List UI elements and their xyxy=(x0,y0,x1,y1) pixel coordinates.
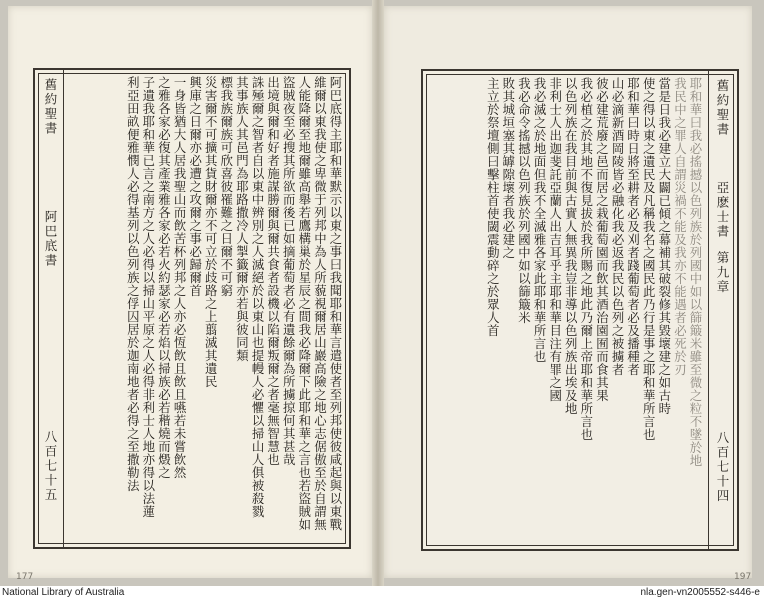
text-column: 盜賊夜至必搜其所欲而後已如摘葡萄者必有遺餘爾為所擄掠何其甚哉 xyxy=(281,76,297,466)
text-column: 耶和華曰時日將至耕者必及刈者踐葡萄者必及播種者 xyxy=(625,77,641,376)
text-column: 我必滅之於地面但我不全滅雅各家此耶和華所言也 xyxy=(532,77,548,363)
text-column: 利亞田畝便雅憫人必得基列以色列族之俘囚居於迦南地者必得之至撒勒法 xyxy=(125,76,141,492)
text-column: 之雅各家必復其產業雅各家必若火約瑟家必若焰以掃族必若稭燒而燬之 xyxy=(156,76,172,479)
left-section-title: 阿巴底書 xyxy=(43,210,58,268)
text-column: 我必命令搖撼以色列族於列國中如以篩簸米 xyxy=(516,77,532,324)
text-column: 耶和華曰我必搖撼以色列族於列國中如以篩簸米雖至微之粒不墜於地 xyxy=(688,77,703,467)
text-column: 使之得以東之遺民及凡稱我名之國民此乃行是事之耶和華所言也 xyxy=(641,77,657,441)
text-column: 誅殛爾之智者自以東中辨別之人滅絕於以東山也提幔人必懼以掃山人俱被殺戮 xyxy=(250,76,266,518)
right-chapter-label: 第九章 xyxy=(715,251,730,295)
text-column: 非利士人出迦斐託亞蘭人出吉耳乎主耶和華目注有罪之國 xyxy=(547,77,563,402)
text-column: 一身皆猶大人居我聖山而飲苦杯列邦之人亦必恆飲且飲且嚥若未嘗飲然 xyxy=(172,76,188,479)
right-page xyxy=(384,6,752,582)
text-column: 當是日我必建立大闢已傾之幕補其破裂修其毀壞建之如古時 xyxy=(656,77,672,415)
text-column: 子遺我耶和華已言之南方之人必得以掃山平原之人必得非利士人地亦得以法蓮 xyxy=(140,76,156,518)
right-margin-page-number: 197 xyxy=(734,572,752,582)
right-text-columns xyxy=(429,77,703,543)
text-column: 出境與爾和好者施謀勝爾與爾共食者設機以陷爾叛爾之者毫無智慧也 xyxy=(265,76,281,466)
right-margin-divider xyxy=(708,71,709,549)
left-margin-page-number: 177 xyxy=(16,572,34,582)
text-column: 我必植之於其地不復見拔於我所賜之地此乃爾上帝耶和華所言也 xyxy=(578,77,594,441)
text-column: 主立於祭壇側曰擊柱首使閾震動碎之於眾人首 xyxy=(485,77,501,337)
text-column: 標我族爾族可欣喜彼罹難之日爾不可窮 xyxy=(218,76,234,297)
footer-credit: National Library of Australia xyxy=(2,587,125,598)
left-page-frame xyxy=(33,68,351,549)
left-page xyxy=(8,6,372,582)
footer-bar xyxy=(0,586,764,600)
text-column: 敗其城垣塞其罅隙壞者我必建之 xyxy=(500,77,516,259)
footer-identifier: nla.gen-vn2005552-s446-e xyxy=(640,587,760,598)
text-column: 興庫之日爾亦必遭之攻爾之事必歸爾首 xyxy=(187,76,203,297)
text-column: 其事族人其邑門為耶路撒冷人掣籤爾亦若與彼同類 xyxy=(234,76,250,362)
left-margin-divider xyxy=(63,70,64,547)
right-page-number: 八百七十四 xyxy=(715,431,730,504)
right-book-label: 亞麽士書 xyxy=(715,181,730,239)
left-page-number: 八百七十五 xyxy=(43,430,58,503)
text-column: 人能降爾至地爾雖高舉若鷹構巢於星辰之間我必降爾下此耶和華之言也若盜賊如 xyxy=(296,76,312,531)
left-text-columns xyxy=(69,76,343,541)
right-page-frame xyxy=(421,69,739,551)
text-column: 災害爾不可擴其貨財爾亦不可立於歧路之上翦滅其遺民 xyxy=(203,76,219,388)
text-column: 以色列族在我目前與古實人無異我豈非導以色列族出埃及地 xyxy=(563,77,579,415)
book-gutter xyxy=(372,0,384,586)
text-column: 我民中之罪人自謂災禍不能及我亦不能遇者必死於刃 xyxy=(672,77,688,376)
text-column: 阿巴底得主耶和華默示以東之事曰我聞耶和華言遣使者至列邦使彼咸起與以東戰 xyxy=(328,76,343,531)
text-column: 彼必建荒廢之邑而居之栽葡萄園而飲其酒治園囿而食其果 xyxy=(594,77,610,402)
text-column: 山必滴新酒岡陵皆必融化我必返我民以色列之被擄者 xyxy=(610,77,626,376)
text-column: 維爾以東我使之卑微于列邦中為人所藐視爾居山巖高險之地心志倨傲至於自謂無 xyxy=(312,76,328,531)
left-running-title: 舊約聖書 xyxy=(43,78,58,136)
right-running-title: 舊約聖書 xyxy=(715,79,730,137)
